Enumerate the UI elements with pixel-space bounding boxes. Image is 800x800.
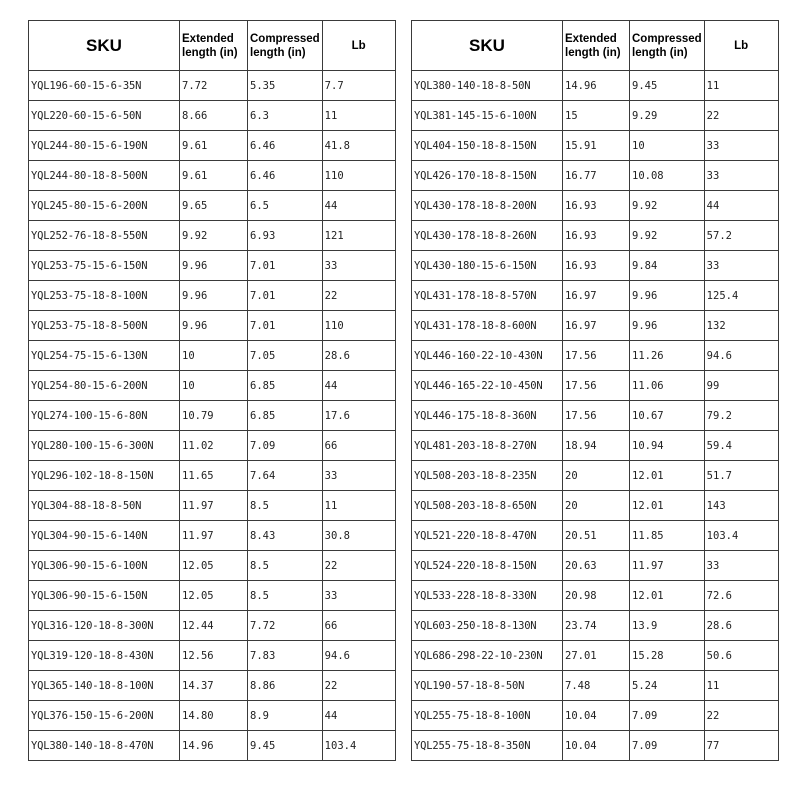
cell-sku: YQL244-80-18-8-500N: [29, 161, 180, 191]
table-row: [412, 461, 779, 491]
table-row: [412, 581, 779, 611]
cell-sku: YQL446-160-22-10-430N: [412, 341, 563, 371]
cell-compressed-length: 5.24: [630, 671, 705, 701]
cell-extended-length: 23.74: [563, 611, 630, 641]
table-row: [29, 401, 396, 431]
cell-sku: YQL376-150-15-6-200N: [29, 701, 180, 731]
cell-sku: YQL296-102-18-8-150N: [29, 461, 180, 491]
table-row: [412, 431, 779, 461]
cell-sku: YQL274-100-15-6-80N: [29, 401, 180, 431]
header-row: [29, 21, 396, 71]
table-row: [412, 521, 779, 551]
header-compressed-length: Compressed length (in): [630, 21, 705, 71]
cell-compressed-length: 10: [630, 131, 705, 161]
cell-compressed-length: 9.29: [630, 101, 705, 131]
cell-sku: YQL190-57-18-8-50N: [412, 671, 563, 701]
table-row: [29, 431, 396, 461]
table-row: [29, 311, 396, 341]
header-sku: SKU: [412, 21, 563, 71]
cell-compressed-length: 9.92: [630, 191, 705, 221]
cell-sku: YQL446-175-18-8-360N: [412, 401, 563, 431]
cell-extended-length: 9.96: [180, 251, 248, 281]
cell-lb: 11: [322, 101, 395, 131]
table-row: [412, 161, 779, 191]
cell-compressed-length: 12.01: [630, 491, 705, 521]
cell-compressed-length: 6.85: [248, 371, 323, 401]
table-row: [412, 641, 779, 671]
cell-lb: 22: [322, 671, 395, 701]
cell-lb: 28.6: [322, 341, 395, 371]
cell-extended-length: 18.94: [563, 431, 630, 461]
cell-extended-length: 12.44: [180, 611, 248, 641]
cell-extended-length: 20.98: [563, 581, 630, 611]
cell-lb: 99: [704, 371, 778, 401]
table-row: [412, 221, 779, 251]
cell-lb: 33: [704, 251, 778, 281]
cell-extended-length: 11.97: [180, 491, 248, 521]
table-row: [29, 701, 396, 731]
cell-compressed-length: 10.94: [630, 431, 705, 461]
cell-extended-length: 14.80: [180, 701, 248, 731]
cell-extended-length: 20: [563, 461, 630, 491]
cell-sku: YQL316-120-18-8-300N: [29, 611, 180, 641]
cell-sku: YQL252-76-18-8-550N: [29, 221, 180, 251]
cell-compressed-length: 12.01: [630, 581, 705, 611]
cell-extended-length: 7.48: [563, 671, 630, 701]
cell-extended-length: 9.65: [180, 191, 248, 221]
cell-compressed-length: 13.9: [630, 611, 705, 641]
cell-sku: YQL404-150-18-8-150N: [412, 131, 563, 161]
cell-compressed-length: 6.85: [248, 401, 323, 431]
cell-compressed-length: 11.97: [630, 551, 705, 581]
table-row: [412, 491, 779, 521]
cell-lb: 22: [704, 101, 778, 131]
cell-extended-length: 9.92: [180, 221, 248, 251]
cell-sku: YQL244-80-15-6-190N: [29, 131, 180, 161]
table-row: [29, 191, 396, 221]
cell-compressed-length: 6.5: [248, 191, 323, 221]
cell-lb: 94.6: [704, 341, 778, 371]
cell-compressed-length: 10.67: [630, 401, 705, 431]
cell-compressed-length: 7.09: [630, 701, 705, 731]
cell-sku: YQL255-75-18-8-350N: [412, 731, 563, 761]
header-lb: Lb: [322, 21, 395, 71]
cell-compressed-length: 7.01: [248, 251, 323, 281]
cell-extended-length: 15: [563, 101, 630, 131]
cell-extended-length: 15.91: [563, 131, 630, 161]
cell-extended-length: 8.66: [180, 101, 248, 131]
cell-extended-length: 10.04: [563, 731, 630, 761]
cell-lb: 7.7: [322, 71, 395, 101]
cell-lb: 22: [704, 701, 778, 731]
cell-sku: YQL304-88-18-8-50N: [29, 491, 180, 521]
cell-sku: YQL306-90-15-6-150N: [29, 581, 180, 611]
cell-compressed-length: 9.45: [248, 731, 323, 761]
cell-sku: YQL508-203-18-8-650N: [412, 491, 563, 521]
cell-sku: YQL253-75-18-8-100N: [29, 281, 180, 311]
table-row: [29, 281, 396, 311]
cell-extended-length: 11.02: [180, 431, 248, 461]
cell-extended-length: 16.93: [563, 221, 630, 251]
cell-lb: 44: [322, 371, 395, 401]
table-row: [412, 191, 779, 221]
table-row: [29, 671, 396, 701]
table-row: [29, 161, 396, 191]
table-row: [29, 101, 396, 131]
cell-compressed-length: 6.93: [248, 221, 323, 251]
table-row: [412, 71, 779, 101]
cell-lb: 33: [322, 251, 395, 281]
cell-lb: 22: [322, 551, 395, 581]
cell-sku: YQL521-220-18-8-470N: [412, 521, 563, 551]
table-row: [29, 521, 396, 551]
table-row: [29, 461, 396, 491]
cell-extended-length: 10: [180, 341, 248, 371]
cell-lb: 110: [322, 311, 395, 341]
cell-extended-length: 20: [563, 491, 630, 521]
header-row: [412, 21, 779, 71]
cell-sku: YQL280-100-15-6-300N: [29, 431, 180, 461]
cell-extended-length: 17.56: [563, 341, 630, 371]
table-row: [412, 551, 779, 581]
cell-compressed-length: 8.86: [248, 671, 323, 701]
table-row: [29, 611, 396, 641]
cell-extended-length: 17.56: [563, 371, 630, 401]
cell-lb: 132: [704, 311, 778, 341]
cell-compressed-length: 7.83: [248, 641, 323, 671]
table-row: [412, 671, 779, 701]
table-row: [412, 731, 779, 761]
cell-lb: 57.2: [704, 221, 778, 251]
table-row: [412, 701, 779, 731]
cell-lb: 33: [704, 161, 778, 191]
cell-extended-length: 20.63: [563, 551, 630, 581]
cell-extended-length: 12.05: [180, 581, 248, 611]
cell-lb: 94.6: [322, 641, 395, 671]
cell-sku: YQL686-298-22-10-230N: [412, 641, 563, 671]
table-row: [412, 341, 779, 371]
cell-compressed-length: 8.5: [248, 491, 323, 521]
cell-compressed-length: 9.92: [630, 221, 705, 251]
table-row: [412, 131, 779, 161]
table-row: [29, 251, 396, 281]
cell-sku: YQL381-145-15-6-100N: [412, 101, 563, 131]
cell-sku: YQL380-140-18-8-50N: [412, 71, 563, 101]
cell-sku: YQL431-178-18-8-600N: [412, 311, 563, 341]
cell-compressed-length: 6.46: [248, 131, 323, 161]
header-extended-length: Extended length (in): [563, 21, 630, 71]
cell-lb: 11: [704, 71, 778, 101]
cell-extended-length: 10.04: [563, 701, 630, 731]
header-compressed-length: Compressed length (in): [248, 21, 323, 71]
cell-sku: YQL196-60-15-6-35N: [29, 71, 180, 101]
cell-lb: 33: [704, 131, 778, 161]
cell-lb: 33: [704, 551, 778, 581]
cell-lb: 79.2: [704, 401, 778, 431]
cell-sku: YQL426-170-18-8-150N: [412, 161, 563, 191]
cell-extended-length: 16.77: [563, 161, 630, 191]
cell-extended-length: 27.01: [563, 641, 630, 671]
cell-sku: YQL245-80-15-6-200N: [29, 191, 180, 221]
cell-extended-length: 14.96: [180, 731, 248, 761]
table-row: [29, 71, 396, 101]
cell-lb: 110: [322, 161, 395, 191]
cell-sku: YQL431-178-18-8-570N: [412, 281, 563, 311]
table-row: [412, 401, 779, 431]
cell-compressed-length: 9.45: [630, 71, 705, 101]
cell-lb: 44: [322, 191, 395, 221]
cell-compressed-length: 11.26: [630, 341, 705, 371]
cell-lb: 143: [704, 491, 778, 521]
table-row: [29, 491, 396, 521]
cell-extended-length: 9.96: [180, 281, 248, 311]
cell-lb: 72.6: [704, 581, 778, 611]
cell-lb: 77: [704, 731, 778, 761]
cell-compressed-length: 7.72: [248, 611, 323, 641]
cell-sku: YQL253-75-18-8-500N: [29, 311, 180, 341]
cell-compressed-length: 9.96: [630, 281, 705, 311]
table-row: [29, 131, 396, 161]
cell-extended-length: 10: [180, 371, 248, 401]
cell-lb: 66: [322, 431, 395, 461]
cell-compressed-length: 8.9: [248, 701, 323, 731]
cell-extended-length: 9.96: [180, 311, 248, 341]
header-lb: Lb: [704, 21, 778, 71]
cell-compressed-length: 6.3: [248, 101, 323, 131]
table-row: [29, 341, 396, 371]
cell-extended-length: 12.05: [180, 551, 248, 581]
cell-sku: YQL508-203-18-8-235N: [412, 461, 563, 491]
cell-extended-length: 14.96: [563, 71, 630, 101]
cell-lb: 44: [322, 701, 395, 731]
table-row: [29, 731, 396, 761]
cell-sku: YQL430-180-15-6-150N: [412, 251, 563, 281]
cell-compressed-length: 9.84: [630, 251, 705, 281]
cell-extended-length: 7.72: [180, 71, 248, 101]
table-row: [29, 551, 396, 581]
cell-sku: YQL255-75-18-8-100N: [412, 701, 563, 731]
cell-sku: YQL306-90-15-6-100N: [29, 551, 180, 581]
cell-compressed-length: 7.01: [248, 311, 323, 341]
cell-sku: YQL254-75-15-6-130N: [29, 341, 180, 371]
cell-extended-length: 17.56: [563, 401, 630, 431]
cell-extended-length: 16.97: [563, 281, 630, 311]
cell-sku: YQL304-90-15-6-140N: [29, 521, 180, 551]
cell-compressed-length: 8.5: [248, 551, 323, 581]
cell-compressed-length: 7.09: [630, 731, 705, 761]
cell-extended-length: 14.37: [180, 671, 248, 701]
cell-sku: YQL481-203-18-8-270N: [412, 431, 563, 461]
cell-lb: 11: [704, 671, 778, 701]
cell-lb: 11: [322, 491, 395, 521]
cell-sku: YQL380-140-18-8-470N: [29, 731, 180, 761]
table-row: [412, 281, 779, 311]
cell-lb: 30.8: [322, 521, 395, 551]
cell-compressed-length: 5.35: [248, 71, 323, 101]
cell-compressed-length: 7.05: [248, 341, 323, 371]
table-row: [29, 641, 396, 671]
cell-sku: YQL319-120-18-8-430N: [29, 641, 180, 671]
cell-compressed-length: 11.85: [630, 521, 705, 551]
cell-lb: 51.7: [704, 461, 778, 491]
spec-table-left: [28, 20, 396, 761]
cell-compressed-length: 7.09: [248, 431, 323, 461]
cell-extended-length: 10.79: [180, 401, 248, 431]
table-row: [29, 581, 396, 611]
cell-extended-length: 11.65: [180, 461, 248, 491]
cell-lb: 33: [322, 461, 395, 491]
cell-compressed-length: 15.28: [630, 641, 705, 671]
header-extended-length: Extended length (in): [180, 21, 248, 71]
cell-sku: YQL365-140-18-8-100N: [29, 671, 180, 701]
table-row: [412, 311, 779, 341]
cell-lb: 41.8: [322, 131, 395, 161]
cell-extended-length: 16.97: [563, 311, 630, 341]
cell-lb: 50.6: [704, 641, 778, 671]
header-sku: SKU: [29, 21, 180, 71]
table-row: [412, 611, 779, 641]
cell-lb: 125.4: [704, 281, 778, 311]
cell-lb: 66: [322, 611, 395, 641]
table-row: [412, 371, 779, 401]
cell-compressed-length: 8.43: [248, 521, 323, 551]
cell-sku: YQL430-178-18-8-260N: [412, 221, 563, 251]
cell-compressed-length: 8.5: [248, 581, 323, 611]
cell-compressed-length: 7.64: [248, 461, 323, 491]
cell-extended-length: 11.97: [180, 521, 248, 551]
cell-sku: YQL254-80-15-6-200N: [29, 371, 180, 401]
cell-lb: 33: [322, 581, 395, 611]
cell-sku: YQL430-178-18-8-200N: [412, 191, 563, 221]
cell-sku: YQL533-228-18-8-330N: [412, 581, 563, 611]
cell-extended-length: 9.61: [180, 161, 248, 191]
cell-lb: 44: [704, 191, 778, 221]
table-row: [412, 101, 779, 131]
cell-lb: 103.4: [704, 521, 778, 551]
cell-lb: 121: [322, 221, 395, 251]
cell-sku: YQL253-75-15-6-150N: [29, 251, 180, 281]
cell-sku: YQL603-250-18-8-130N: [412, 611, 563, 641]
cell-compressed-length: 11.06: [630, 371, 705, 401]
cell-extended-length: 20.51: [563, 521, 630, 551]
table-row: [29, 371, 396, 401]
cell-sku: YQL446-165-22-10-450N: [412, 371, 563, 401]
cell-extended-length: 12.56: [180, 641, 248, 671]
table-row: [29, 221, 396, 251]
cell-compressed-length: 10.08: [630, 161, 705, 191]
cell-extended-length: 16.93: [563, 251, 630, 281]
cell-compressed-length: 6.46: [248, 161, 323, 191]
cell-lb: 59.4: [704, 431, 778, 461]
cell-lb: 22: [322, 281, 395, 311]
cell-compressed-length: 9.96: [630, 311, 705, 341]
table-row: [412, 251, 779, 281]
cell-lb: 28.6: [704, 611, 778, 641]
cell-lb: 17.6: [322, 401, 395, 431]
cell-extended-length: 9.61: [180, 131, 248, 161]
cell-compressed-length: 7.01: [248, 281, 323, 311]
cell-compressed-length: 12.01: [630, 461, 705, 491]
cell-extended-length: 16.93: [563, 191, 630, 221]
cell-lb: 103.4: [322, 731, 395, 761]
cell-sku: YQL220-60-15-6-50N: [29, 101, 180, 131]
spec-table-right: [411, 20, 779, 761]
cell-sku: YQL524-220-18-8-150N: [412, 551, 563, 581]
